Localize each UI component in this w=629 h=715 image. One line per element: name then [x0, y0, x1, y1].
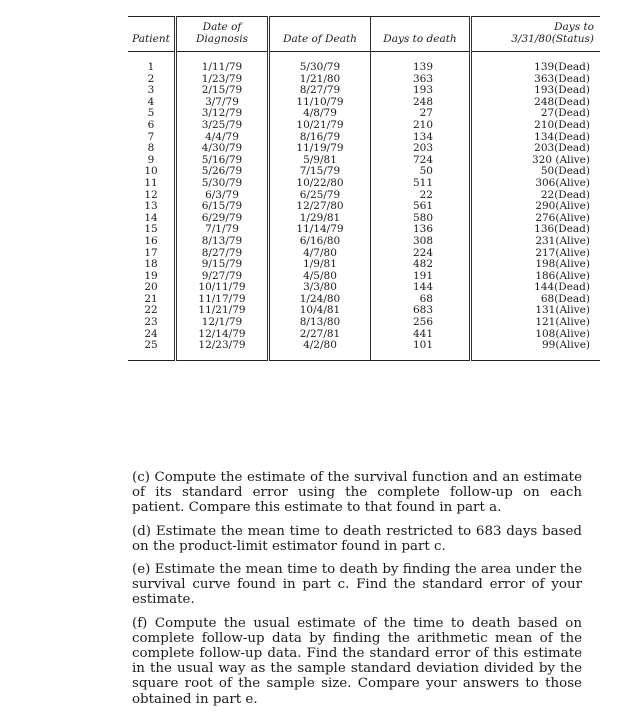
cell-patient: 23 [144, 316, 158, 329]
cell-date-of-death: 1/9/81 [269, 259, 371, 271]
cell-days-to-status: 22(Dead) [471, 190, 601, 202]
cell-date-of-death: 2/27/81 [269, 329, 371, 341]
cell-days-to-status: 217(Alive) [471, 248, 601, 260]
cell-date-of-death: 7/15/79 [269, 166, 371, 178]
cell-days-to-death: 561 [371, 201, 471, 213]
header-patient: Patient [128, 17, 176, 52]
cell-date-of-diagnosis: 11/17/79 [176, 294, 269, 306]
cell-days-to-death: 136 [371, 224, 471, 236]
cell-date-of-diagnosis: 6/15/79 [176, 201, 269, 213]
cell-days-to-death: 248 [371, 97, 471, 109]
table-row [128, 248, 600, 260]
table-row [128, 340, 600, 360]
cell-days-to-status: 50(Dead) [471, 166, 601, 178]
cell-date-of-death: 11/10/79 [269, 97, 371, 109]
table-header [128, 17, 600, 52]
cell-date-of-diagnosis: 3/12/79 [176, 108, 269, 120]
cell-date-of-death: 8/13/80 [269, 317, 371, 329]
header-status-line2: 3/31/80(Status) [511, 33, 594, 45]
cell-days-to-death: 224 [371, 248, 471, 260]
cell-patient: 25 [128, 340, 176, 360]
cell-date-of-death: 8/27/79 [269, 85, 371, 97]
cell-days-to-status: 248(Dead) [471, 97, 601, 109]
cell-date-of-death: 12/27/80 [269, 201, 371, 213]
cell-patient: 20 [144, 281, 158, 294]
cell-patient: 9 [147, 153, 155, 166]
header-days-to-status [471, 17, 601, 52]
cell-days-to-death: 203 [371, 143, 471, 155]
cell-date-of-death: 5/9/81 [269, 155, 371, 167]
cell-date-of-death: 10/22/80 [269, 178, 371, 190]
header-days-to-death: Days to death [371, 17, 471, 52]
cell-days-to-death: 441 [371, 329, 471, 341]
cell-patient: 1 [147, 61, 155, 73]
cell-days-to-death: 724 [371, 155, 471, 167]
table-row [128, 74, 600, 86]
cell-date-of-death: 4/7/80 [269, 248, 371, 260]
cell-date-of-death: 4/2/80 [269, 340, 371, 360]
cell-patient: 18 [144, 258, 158, 271]
cell-date-of-diagnosis: 1/11/79 [176, 52, 269, 74]
header-date-of-diagnosis [176, 17, 269, 52]
cell-date-of-diagnosis: 9/27/79 [176, 271, 269, 283]
cell-days-to-status: 27(Dead) [471, 108, 601, 120]
cell-days-to-status: 121(Alive) [471, 317, 601, 329]
cell-date-of-death: 10/21/79 [269, 120, 371, 132]
header-date-of-death: Date of Death [269, 17, 371, 52]
cell-patient: 11 [144, 176, 158, 189]
cell-days-to-death: 210 [371, 120, 471, 132]
cell-days-to-status: 136(Dead) [471, 224, 601, 236]
cell-days-to-status: 306(Alive) [471, 178, 601, 190]
header-status-line1: Days to [554, 21, 594, 33]
cell-date-of-diagnosis: 1/23/79 [176, 74, 269, 86]
cell-patient: 19 [144, 269, 158, 282]
cell-date-of-diagnosis: 7/1/79 [176, 224, 269, 236]
cell-days-to-death: 50 [371, 166, 471, 178]
cell-days-to-status: 290(Alive) [471, 201, 601, 213]
cell-days-to-status: 131(Alive) [471, 305, 601, 317]
cell-date-of-diagnosis: 9/15/79 [176, 259, 269, 271]
cell-days-to-death: 580 [371, 213, 471, 225]
cell-patient: 12 [144, 188, 158, 201]
cell-patient: 5 [147, 107, 155, 120]
cell-days-to-death: 511 [371, 178, 471, 190]
table-row [128, 190, 600, 202]
cell-patient: 3 [147, 84, 155, 97]
cell-date-of-death: 11/14/79 [269, 224, 371, 236]
cell-date-of-death: 11/19/79 [269, 143, 371, 155]
cell-days-to-status: 276(Alive) [471, 213, 601, 225]
cell-date-of-diagnosis: 2/15/79 [176, 85, 269, 97]
cell-patient: 22 [144, 304, 158, 317]
cell-days-to-death: 193 [371, 85, 471, 97]
cell-date-of-diagnosis: 6/29/79 [176, 213, 269, 225]
cell-patient: 17 [144, 246, 158, 259]
cell-days-to-death: 22 [371, 190, 471, 202]
cell-patient: 6 [147, 118, 155, 131]
cell-days-to-death: 482 [371, 259, 471, 271]
table-row [128, 155, 600, 167]
cell-date-of-death: 6/25/79 [269, 190, 371, 202]
cell-days-to-status: 134(Dead) [471, 132, 601, 144]
cell-date-of-diagnosis: 8/13/79 [176, 236, 269, 248]
cell-date-of-death: 4/8/79 [269, 108, 371, 120]
cell-date-of-diagnosis: 11/21/79 [176, 305, 269, 317]
table-row [128, 236, 600, 248]
cell-days-to-death: 191 [371, 271, 471, 283]
exercise-part-f: (f) Compute the usual estimate of the time to death based on complete follow-up data by finding the arithmetic mean of the complete follow-up data. Find the standard error of this estimate in the usual way as the sample standard deviation divided by the square root of the sample size. Compare your answers to those obtained in part e. [132, 615, 582, 707]
cell-days-to-status: 320 (Alive) [471, 155, 601, 167]
cell-days-to-status: 193(Dead) [471, 85, 601, 97]
table-row [128, 120, 600, 132]
cell-days-to-death: 683 [371, 305, 471, 317]
table-row [128, 85, 600, 97]
cell-days-to-death: 256 [371, 317, 471, 329]
table-row [128, 108, 600, 120]
cell-days-to-death: 134 [371, 132, 471, 144]
table-body [128, 52, 600, 361]
cell-days-to-status: 203(Dead) [471, 143, 601, 155]
cell-date-of-diagnosis: 10/11/79 [176, 282, 269, 294]
patient-survival-table [128, 16, 600, 361]
exercise-part-c: (c) Compute the estimate of the survival function and an estimate of its standard error using the complete follow-up on each patient. Compare this estimate to that found in part a. [132, 470, 582, 516]
cell-days-to-death: 68 [371, 294, 471, 306]
cell-patient: 10 [144, 165, 158, 178]
table-row [128, 178, 600, 190]
table-row [128, 52, 600, 74]
cell-days-to-status: 68(Dead) [471, 294, 601, 306]
table-row [128, 224, 600, 236]
cell-days-to-status: 99(Alive) [471, 340, 601, 360]
cell-days-to-status: 231(Alive) [471, 236, 601, 248]
cell-date-of-diagnosis: 5/26/79 [176, 166, 269, 178]
table-row [128, 213, 600, 225]
table-row [128, 201, 600, 213]
cell-date-of-diagnosis: 5/30/79 [176, 178, 269, 190]
cell-days-to-status: 363(Dead) [471, 74, 601, 86]
cell-date-of-death: 6/16/80 [269, 236, 371, 248]
cell-days-to-status: 186(Alive) [471, 271, 601, 283]
cell-days-to-death: 139 [371, 52, 471, 74]
cell-days-to-status: 139(Dead) [471, 52, 601, 74]
cell-days-to-status: 144(Dead) [471, 282, 601, 294]
cell-date-of-death: 5/30/79 [269, 52, 371, 74]
table-row [128, 317, 600, 329]
table-row [128, 143, 600, 155]
header-diagnosis-line2: Diagnosis [196, 33, 248, 45]
table-row [128, 97, 600, 109]
cell-patient: 15 [144, 223, 158, 236]
table-row [128, 259, 600, 271]
header-diagnosis-line1: Date of [202, 21, 242, 33]
cell-date-of-death: 8/16/79 [269, 132, 371, 144]
cell-patient: 14 [144, 211, 158, 224]
cell-days-to-death: 308 [371, 236, 471, 248]
cell-patient: 13 [144, 200, 158, 213]
cell-date-of-diagnosis: 5/16/79 [176, 155, 269, 167]
cell-date-of-diagnosis: 3/7/79 [176, 97, 269, 109]
table-row [128, 132, 600, 144]
cell-date-of-diagnosis: 6/3/79 [176, 190, 269, 202]
exercise-part-e: (e) Estimate the mean time to death by finding the area under the survival curve found in part c. Find the standard error of your estimate. [132, 562, 582, 608]
cell-date-of-diagnosis: 12/23/79 [176, 340, 269, 360]
cell-patient: 7 [147, 130, 155, 143]
cell-date-of-death: 1/24/80 [269, 294, 371, 306]
cell-date-of-diagnosis: 12/1/79 [176, 317, 269, 329]
cell-date-of-diagnosis: 8/27/79 [176, 248, 269, 260]
cell-date-of-diagnosis: 4/30/79 [176, 143, 269, 155]
cell-patient: 4 [147, 95, 155, 108]
cell-patient: 24 [144, 327, 158, 340]
cell-date-of-diagnosis: 12/14/79 [176, 329, 269, 341]
cell-patient: 16 [144, 234, 158, 247]
cell-date-of-death: 3/3/80 [269, 282, 371, 294]
cell-patient: 8 [147, 142, 155, 155]
cell-date-of-diagnosis: 3/25/79 [176, 120, 269, 132]
table-row [128, 305, 600, 317]
cell-days-to-status: 210(Dead) [471, 120, 601, 132]
cell-days-to-death: 363 [371, 74, 471, 86]
table-row [128, 166, 600, 178]
exercise-parts [132, 470, 582, 715]
cell-date-of-death: 1/29/81 [269, 213, 371, 225]
cell-days-to-status: 198(Alive) [471, 259, 601, 271]
cell-days-to-death: 144 [371, 282, 471, 294]
header-row [128, 17, 600, 52]
cell-date-of-diagnosis: 4/4/79 [176, 132, 269, 144]
cell-days-to-death: 27 [371, 108, 471, 120]
cell-date-of-death: 1/21/80 [269, 74, 371, 86]
exercise-part-d: (d) Estimate the mean time to death restricted to 683 days based on the product-limit estimator found in part c. [132, 523, 582, 554]
cell-date-of-death: 10/4/81 [269, 305, 371, 317]
cell-days-to-status: 108(Alive) [471, 329, 601, 341]
cell-patient: 2 [147, 72, 155, 85]
cell-patient: 21 [144, 292, 158, 305]
cell-date-of-death: 4/5/80 [269, 271, 371, 283]
patient-table-container [128, 16, 594, 361]
cell-days-to-death: 101 [371, 340, 471, 360]
